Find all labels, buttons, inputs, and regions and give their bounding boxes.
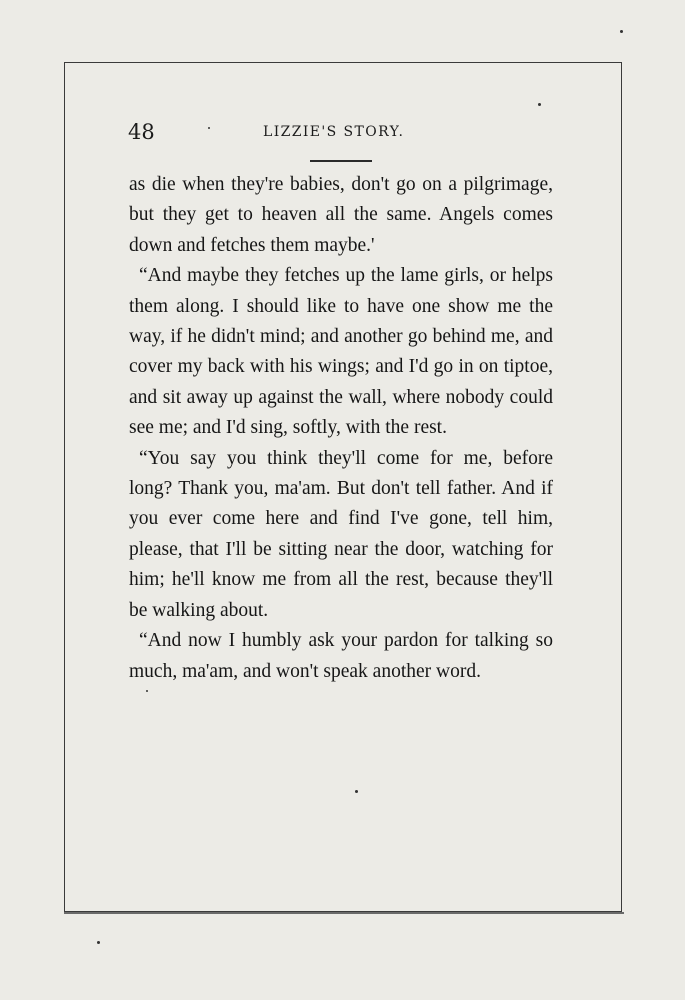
speck: [355, 790, 358, 793]
speck: [146, 690, 148, 692]
page-border-shadow: [64, 912, 624, 914]
speck: [538, 103, 541, 106]
body-text: [129, 170, 553, 687]
speck: [97, 941, 100, 944]
paragraph: “You say you think they'll come for me, before long? Thank you, ma'am. But don't tell father. And if you ever come here and find I've gone, tell him, please, that I'll be sitting near the door, watching for him; he'll know me from all the rest, because they'll be walking about.: [129, 447, 553, 621]
paragraph: as die when they're babies, don't go on a pilgrimage, but they get to heaven all the same. Angels comes down and fetches them maybe.': [129, 174, 553, 256]
running-head: [128, 120, 556, 148]
page-number: 48: [128, 120, 155, 144]
speck: [620, 30, 623, 33]
paragraph: “And now I humbly ask your pardon for talking so much, ma'am, and won't speak another word.: [129, 630, 553, 682]
head-rule: [310, 160, 372, 162]
running-title: LIZZIE'S STORY.: [263, 124, 405, 140]
paragraph: “And maybe they fetches up the lame girls, or helps them along. I should like to have one show me the way, if he didn't mind; and another go behind me, and cover my back with his wings; and I'd go in on tiptoe, and sit away up against the wall, where nobody could see me; and I'd sing, softly, with the rest.: [129, 265, 553, 439]
